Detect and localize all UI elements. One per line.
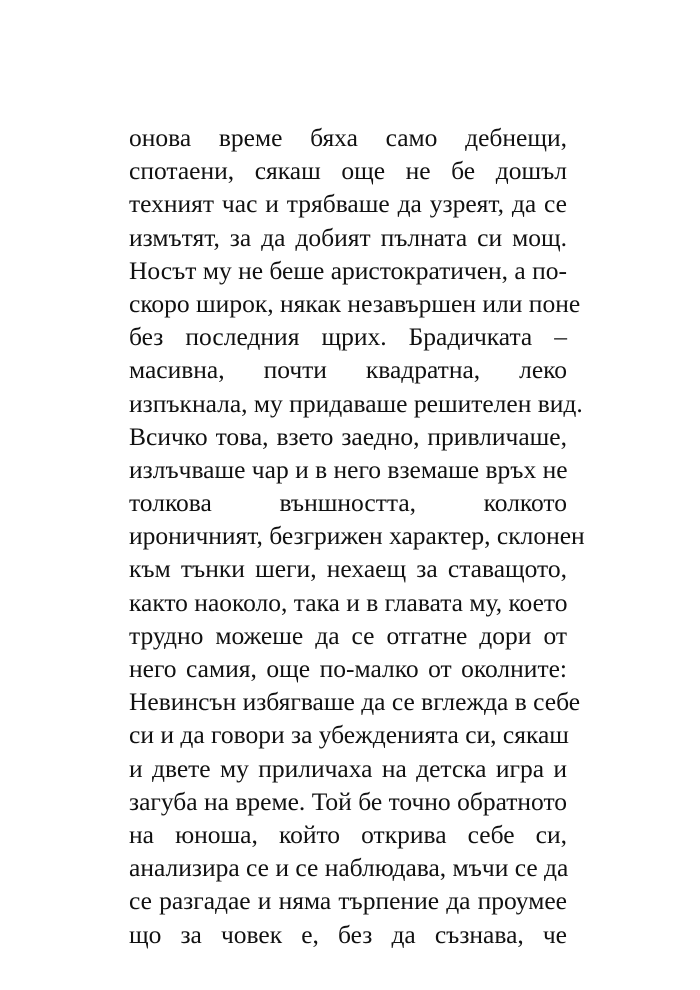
text-line-2: спотаени, сякаш още не бе дошъл xyxy=(129,156,567,186)
text-line-22: на юноша, който открива себе си, xyxy=(129,819,567,849)
text-line-18: Невинсън избягваше да се вглежда в себе xyxy=(129,687,581,717)
text-line-24: се разгадае и няма търпение да проумее xyxy=(129,886,567,916)
text-line-19: си и да говори за убежденията си, сякаш xyxy=(129,720,569,750)
text-line-8: масивна, почти квадратна, леко xyxy=(129,355,567,385)
text-line-17: него самия, още по-малко от околните: xyxy=(129,654,567,683)
text-line-11: излъчваше чар и в него вземаше връх не xyxy=(129,454,568,484)
text-line-16: трудно можеше да се отгатне дори от xyxy=(129,620,567,650)
body-text xyxy=(129,121,585,951)
text-line-10: Всичко това, взето заедно, привличаше, xyxy=(129,421,567,451)
text-line-23: анализира се и се наблюдава, мъчи се да xyxy=(129,853,569,883)
text-line-5: Носът му не беше аристократичен, а по- xyxy=(129,255,568,285)
text-line-3: техният час и трябваше да узреят, да се xyxy=(129,189,567,219)
text-line-4: измътят, за да добият пълната си мощ. xyxy=(129,222,567,252)
text-line-20: и двете му приличаха на детска игра и xyxy=(129,753,567,783)
text-line-21: загуба на време. Той бе точно обратното xyxy=(129,786,567,816)
text-line-9: изпъкнала, му придаваше решителен вид. xyxy=(129,388,583,418)
text-line-25: що за човек е, без да съзнава, че xyxy=(129,919,567,949)
text-line-12: толкова външността, колкото xyxy=(129,488,567,518)
text-line-15: както наоколо, така и в главата му, което xyxy=(129,587,568,617)
text-line-14: към тънки шеги, нехаещ за ставащото, xyxy=(129,554,567,584)
text-line-6: скоро широк, някак незавършен или поне xyxy=(129,288,581,318)
text-line-1: онова време бяха само дебнещи, xyxy=(129,123,567,152)
text-line-7: без последния щрих. Брадичката – xyxy=(129,322,567,352)
text-line-13: ироничният, безгрижен характер, склонен xyxy=(129,521,585,551)
